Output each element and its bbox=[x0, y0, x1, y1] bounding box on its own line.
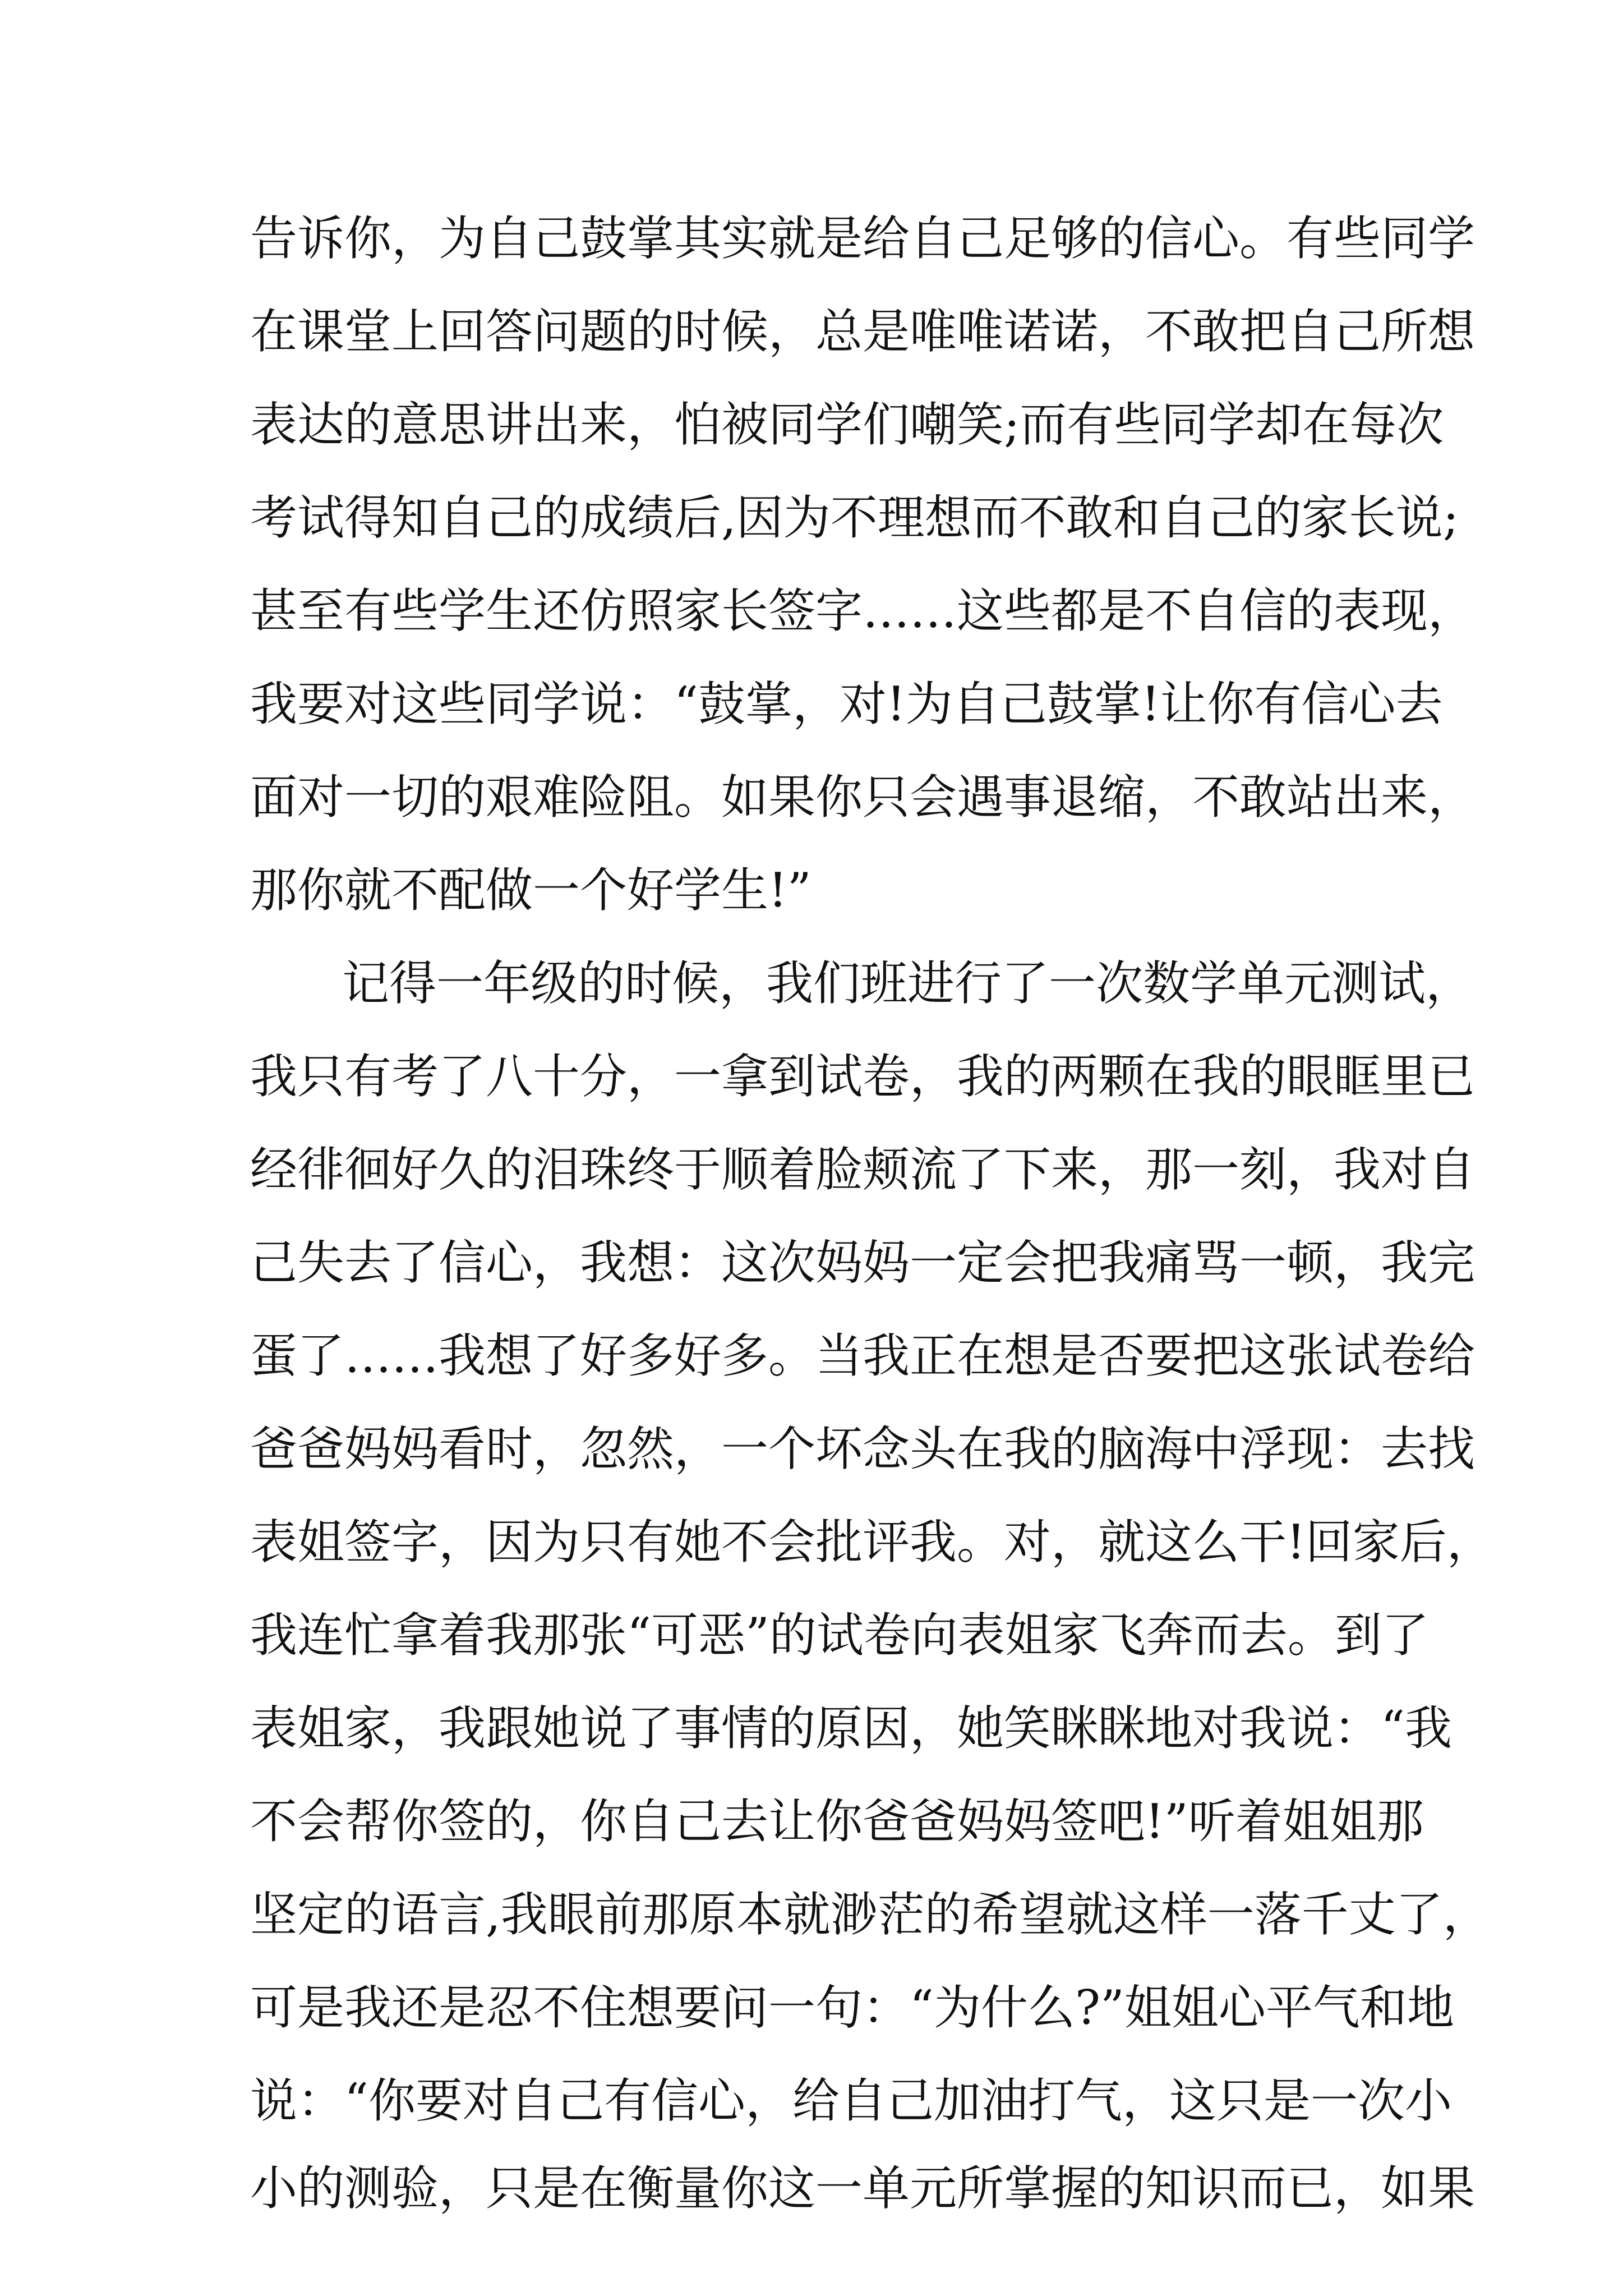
paragraph-1-line-1: 告诉你，为自己鼓掌其实就是给自己足够的信心。有些同学 bbox=[250, 211, 1476, 266]
paragraph-2-line-8: 我连忙拿着我那张“可恶”的试卷向表姐家飞奔而去。到了 bbox=[250, 1608, 1429, 1663]
paragraph-2-line-3: 经徘徊好久的泪珠终于顺着脸颊流了下来，那一刻，我对自 bbox=[250, 1142, 1476, 1197]
paragraph-2-line-9: 表姐家，我跟她说了事情的原因，她笑眯眯地对我说：“我 bbox=[250, 1701, 1452, 1756]
paragraph-2-line-7: 表姐签字，因为只有她不会批评我。对，就这么干!回家后， bbox=[250, 1515, 1494, 1570]
paragraph-1-line-4: 考试得知自己的成绩后,因为不理想而不敢和自己的家长说; bbox=[250, 490, 1459, 545]
paragraph-1-line-3: 表达的意思讲出来，怕被同学们嘲笑;而有些同学却在每次 bbox=[250, 397, 1444, 452]
paragraph-2-line-12: 可是我还是忍不住想要问一句：“为什么?”姐姐心平气和地 bbox=[250, 1980, 1454, 2035]
paragraph-2-line-6: 爸爸妈妈看时，忽然，一个坏念头在我的脑海中浮现：去找 bbox=[250, 1421, 1476, 1476]
paragraph-2-line-10: 不会帮你签的，你自己去让你爸爸妈妈签吧!”听着姐姐那 bbox=[250, 1794, 1424, 1849]
paragraph-2-line-4: 己失去了信心，我想：这次妈妈一定会把我痛骂一顿，我完 bbox=[250, 1235, 1476, 1290]
paragraph-1-line-2: 在课堂上回答问题的时候，总是唯唯诺诺，不敢把自己所想 bbox=[250, 304, 1476, 359]
paragraph-1-line-6: 我要对这些同学说：“鼓掌，对!为自己鼓掌!让你有信心去 bbox=[250, 677, 1443, 731]
paragraph-2-line-5: 蛋了……我想了好多好多。当我正在想是否要把这张试卷给 bbox=[250, 1328, 1476, 1383]
paragraph-1-line-8: 那你就不配做一个好学生!” bbox=[250, 863, 811, 918]
paragraph-2-line-13: 说：“你要对自己有信心，给自己加油打气，这只是一次小 bbox=[250, 2073, 1452, 2128]
paragraph-2-line-1: 记得一年级的时候，我们班进行了一次数学单元测试， bbox=[342, 956, 1473, 1011]
paragraph-2-line-2: 我只有考了八十分，一拿到试卷，我的两颗在我的眼眶里已 bbox=[250, 1049, 1476, 1104]
paragraph-1-line-7: 面对一切的艰难险阻。如果你只会遇事退缩，不敢站出来， bbox=[250, 770, 1476, 825]
paragraph-2-line-14: 小的测验，只是在衡量你这一单元所掌握的知识而已，如果 bbox=[250, 2161, 1476, 2216]
paragraph-1-line-5: 甚至有些学生还仿照家长签字……这些都是不自信的表现， bbox=[250, 583, 1476, 638]
paragraph-2-line-11: 坚定的语言,我眼前那原本就渺茫的希望就这样一落千丈了， bbox=[250, 1887, 1490, 1942]
